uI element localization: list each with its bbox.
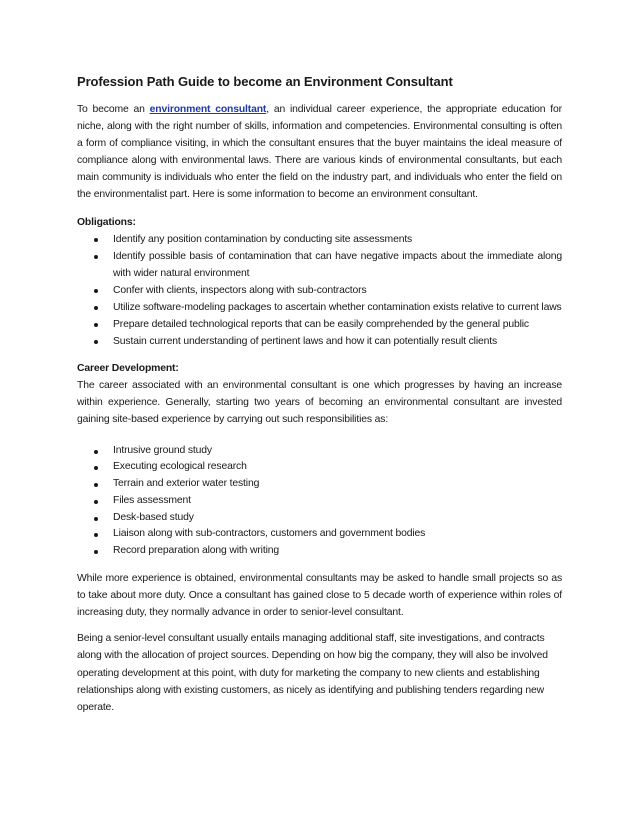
list-item: Files assessment [113, 493, 562, 510]
list-item: Identify any position contamination by conducting site assessments [113, 231, 562, 248]
bullet-icon [94, 483, 98, 487]
list-item: Sustain current understanding of pertinent laws and how it can potentially result clients [113, 333, 562, 350]
obligations-list [77, 231, 562, 351]
bullet-icon [94, 238, 98, 242]
bullet-icon [94, 500, 98, 504]
list-item: Identify possible basis of contamination that can have negative impacts about the immediate along with wider natural environment [113, 248, 562, 282]
career-responsibilities-list [77, 443, 562, 561]
bullet-icon [94, 340, 98, 344]
bullet-icon [94, 466, 98, 470]
intro-text-before: To become an [77, 104, 150, 115]
list-item: Desk-based study [113, 510, 562, 527]
bullet-icon [94, 533, 98, 537]
senior-consultant-paragraph: Being a senior-level consultant usually entails managing additional staff, site investigations, and contracts along with the allocation of project sources. Depending on how big the company, they will also be involved operating development at this point, with duty for marketing the company to new clients and establishing relationships along with existing customers, as nicely as identifying and publishing tenders regarding new operate. [77, 633, 548, 713]
bullet-icon [94, 323, 98, 327]
career-paragraph: The career associated with an environmental consultant is one which progresses by having an increase within experience. Generally, starting two years of becoming an environmental consultant are invested gaining site-based experience by carrying out such responsibilities as: [77, 380, 562, 426]
senior-advancement-paragraph: While more experience is obtained, environmental consultants may be asked to handle small projects so as to take about more duty. Once a consultant has gained close to 5 decade worth of experience within roles of increasing duty, they normally advance in order to senior-level consultant. [77, 573, 562, 619]
intro-paragraph [77, 101, 562, 204]
intro-text-after: , an individual career experience, the appropriate education for niche, along with the right number of skills, information and competencies. Environmental consulting is often a form of compliance visiting, in which the consultant ensures that the buyer maintains the ideal measure of compliance along with environmental laws. There are various kinds of environmental consultants, but each main community is individuals who enter the field on the industry part, and individuals who enter the field on the environmentalist part. Here is some information to become an environment consultant. [77, 104, 562, 201]
list-item: Terrain and exterior water testing [113, 476, 562, 493]
bullet-icon [94, 306, 98, 310]
list-item: Executing ecological research [113, 459, 562, 476]
bullet-icon [94, 550, 98, 554]
bullet-icon [94, 289, 98, 293]
bullet-icon [94, 450, 98, 454]
list-item: Utilize software-modeling packages to ascertain whether contamination exists relative to current laws [113, 299, 562, 316]
list-item: Prepare detailed technological reports that can be easily comprehended by the general public [113, 316, 562, 333]
list-item: Intrusive ground study [113, 443, 562, 460]
career-development-heading: Career Development: [77, 363, 179, 375]
document-title: Profession Path Guide to become an Environment Consultant [77, 74, 453, 89]
environment-consultant-link[interactable]: environment consultant [149, 104, 267, 115]
obligations-heading: Obligations: [77, 216, 136, 228]
bullet-icon [94, 517, 98, 521]
bullet-icon [94, 255, 98, 259]
list-item: Confer with clients, inspectors along with sub-contractors [113, 282, 562, 299]
list-item: Record preparation along with writing [113, 543, 562, 560]
list-item: Liaison along with sub-contractors, customers and government bodies [113, 526, 562, 543]
